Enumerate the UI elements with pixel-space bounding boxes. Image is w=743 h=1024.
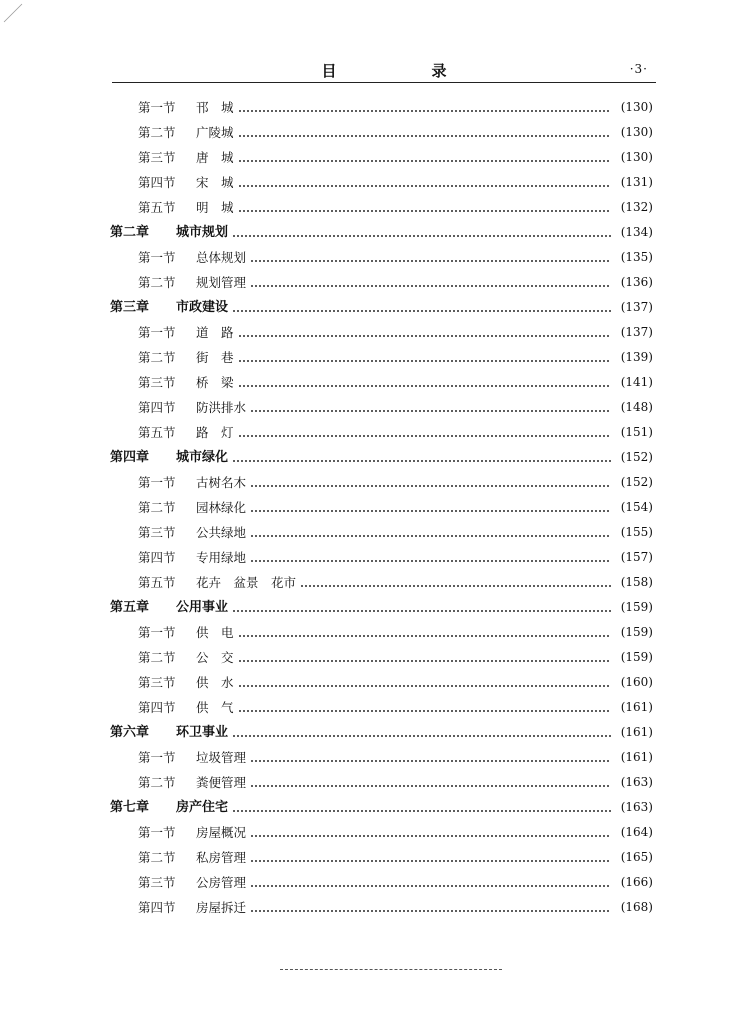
dot-leader — [250, 783, 611, 789]
dot-leader — [250, 533, 611, 539]
section-title: 宋 城 — [196, 175, 234, 190]
page-reference: (136) — [620, 275, 653, 289]
chapter-number: 第七章 — [110, 800, 150, 815]
page-number: ·3· — [629, 62, 648, 76]
section-number: 第二节 — [138, 850, 176, 865]
toc-section-row — [110, 545, 653, 570]
dot-leader — [250, 558, 611, 564]
section-number: 第五节 — [138, 425, 176, 440]
dot-leader — [250, 408, 611, 414]
section-number: 第一节 — [138, 325, 176, 340]
toc-chapter-row — [110, 220, 653, 245]
toc-section-row — [110, 620, 653, 645]
section-number: 第四节 — [138, 900, 176, 915]
section-title: 唐 城 — [196, 150, 234, 165]
section-title: 公共绿地 — [196, 525, 247, 540]
toc-section-row — [110, 345, 653, 370]
section-title: 古树名木 — [196, 475, 247, 490]
toc-section-row — [110, 395, 653, 420]
dot-leader — [300, 583, 611, 589]
dot-leader — [238, 358, 611, 364]
toc-chapter-row — [110, 720, 653, 745]
toc-section-row — [110, 195, 653, 220]
page-reference: (137) — [620, 325, 653, 339]
page-reference: (134) — [620, 225, 653, 239]
section-number: 第四节 — [138, 700, 176, 715]
section-title: 公房管理 — [196, 875, 247, 890]
toc-section-row — [110, 670, 653, 695]
toc-section-row — [110, 145, 653, 170]
chapter-number: 第六章 — [110, 725, 150, 740]
toc-section-row — [110, 320, 653, 345]
section-number: 第三节 — [138, 525, 176, 540]
dot-leader — [238, 658, 611, 664]
section-title: 房屋概况 — [196, 825, 247, 840]
section-number: 第二节 — [138, 350, 176, 365]
page-reference: (152) — [620, 475, 653, 489]
page-title: 目 录 — [321, 62, 487, 80]
toc-section-row — [110, 695, 653, 720]
page-reference: (161) — [620, 750, 653, 764]
dot-leader — [250, 858, 611, 864]
page-reference: (131) — [620, 175, 653, 189]
toc-section-row — [110, 120, 653, 145]
chapter-title: 城市规划 — [176, 225, 229, 240]
dot-leader — [250, 758, 611, 764]
section-title: 专用绿地 — [196, 550, 247, 565]
dot-leader — [232, 233, 611, 239]
section-title: 供 电 — [196, 625, 234, 640]
page-reference: (161) — [620, 700, 653, 714]
section-number: 第一节 — [138, 750, 176, 765]
toc-chapter-row — [110, 295, 653, 320]
dot-leader — [238, 158, 611, 164]
section-title: 街 巷 — [196, 350, 234, 365]
dot-leader — [250, 258, 611, 264]
page-reference: (135) — [620, 250, 653, 264]
dot-leader — [232, 308, 611, 314]
section-title: 花卉 盆景 花市 — [196, 575, 297, 590]
page-reference: (168) — [620, 900, 653, 914]
section-title: 规划管理 — [196, 275, 247, 290]
toc-section-row — [110, 820, 653, 845]
chapter-number: 第五章 — [110, 600, 150, 615]
section-title: 路 灯 — [196, 425, 234, 440]
section-number: 第四节 — [138, 400, 176, 415]
chapter-number: 第四章 — [110, 450, 150, 465]
dot-leader — [250, 508, 611, 514]
section-number: 第三节 — [138, 150, 176, 165]
table-of-contents — [110, 95, 653, 920]
toc-chapter-row — [110, 795, 653, 820]
dot-leader — [238, 333, 611, 339]
page-reference: (159) — [620, 625, 653, 639]
page-header — [112, 56, 656, 83]
section-title: 房屋拆迁 — [196, 900, 247, 915]
toc-chapter-row — [110, 445, 653, 470]
page-reference: (159) — [620, 600, 653, 614]
section-number: 第二节 — [138, 500, 176, 515]
dot-leader — [250, 283, 611, 289]
page-reference: (130) — [620, 125, 653, 139]
page-reference: (166) — [620, 875, 653, 889]
toc-section-row — [110, 645, 653, 670]
section-number: 第五节 — [138, 200, 176, 215]
toc-section-row — [110, 420, 653, 445]
page-reference: (161) — [620, 725, 653, 739]
section-number: 第二节 — [138, 650, 176, 665]
chapter-title: 市政建设 — [176, 300, 229, 315]
chapter-title: 房产住宅 — [176, 800, 229, 815]
page-reference: (154) — [620, 500, 653, 514]
section-title: 公 交 — [196, 650, 234, 665]
dot-leader — [238, 433, 611, 439]
dot-leader — [250, 483, 611, 489]
section-title: 道 路 — [196, 325, 234, 340]
toc-section-row — [110, 170, 653, 195]
section-number: 第二节 — [138, 125, 176, 140]
dot-leader — [238, 208, 611, 214]
section-number: 第一节 — [138, 250, 176, 265]
dot-leader — [250, 908, 611, 914]
page-reference: (137) — [620, 300, 653, 314]
section-title: 园林绿化 — [196, 500, 247, 515]
dot-leader — [238, 383, 611, 389]
section-number: 第四节 — [138, 175, 176, 190]
scan-corner-mark — [2, 2, 24, 24]
section-title: 私房管理 — [196, 850, 247, 865]
section-title: 供 水 — [196, 675, 234, 690]
dot-leader — [238, 633, 611, 639]
toc-section-row — [110, 95, 653, 120]
toc-section-row — [110, 845, 653, 870]
page-reference: (130) — [620, 100, 653, 114]
dot-leader — [238, 183, 611, 189]
dot-leader — [232, 808, 611, 814]
section-title: 防洪排水 — [196, 400, 247, 415]
toc-section-row — [110, 370, 653, 395]
section-number: 第三节 — [138, 675, 176, 690]
page-reference: (163) — [620, 800, 653, 814]
chapter-number: 第三章 — [110, 300, 150, 315]
dot-leader — [232, 458, 611, 464]
footer-rule — [280, 969, 502, 970]
section-title: 桥 梁 — [196, 375, 234, 390]
page-reference: (159) — [620, 650, 653, 664]
page-reference: (130) — [620, 150, 653, 164]
dot-leader — [232, 733, 611, 739]
page-reference: (152) — [620, 450, 653, 464]
toc-section-row — [110, 470, 653, 495]
section-number: 第五节 — [138, 575, 176, 590]
dot-leader — [250, 833, 611, 839]
section-number: 第四节 — [138, 550, 176, 565]
dot-leader — [238, 108, 611, 114]
section-number: 第一节 — [138, 100, 176, 115]
dot-leader — [250, 883, 611, 889]
toc-section-row — [110, 245, 653, 270]
toc-section-row — [110, 270, 653, 295]
section-title: 垃圾管理 — [196, 750, 247, 765]
section-number: 第一节 — [138, 625, 176, 640]
page-reference: (139) — [620, 350, 653, 364]
page-reference: (160) — [620, 675, 653, 689]
dot-leader — [238, 133, 611, 139]
toc-chapter-row — [110, 595, 653, 620]
section-number: 第三节 — [138, 375, 176, 390]
page-reference: (164) — [620, 825, 653, 839]
dot-leader — [238, 708, 611, 714]
page-reference: (157) — [620, 550, 653, 564]
page-reference: (163) — [620, 775, 653, 789]
section-title: 总体规划 — [196, 250, 247, 265]
chapter-title: 公用事业 — [176, 600, 229, 615]
page-reference: (151) — [620, 425, 653, 439]
page-reference: (165) — [620, 850, 653, 864]
section-number: 第一节 — [138, 825, 176, 840]
section-title: 邗 城 — [196, 100, 234, 115]
toc-section-row — [110, 570, 653, 595]
section-title: 粪便管理 — [196, 775, 247, 790]
dot-leader — [232, 608, 611, 614]
toc-section-row — [110, 495, 653, 520]
section-title: 广陵城 — [196, 125, 234, 140]
page-reference: (132) — [620, 200, 653, 214]
section-number: 第一节 — [138, 475, 176, 490]
section-number: 第二节 — [138, 775, 176, 790]
page-reference: (155) — [620, 525, 653, 539]
toc-section-row — [110, 745, 653, 770]
section-number: 第三节 — [138, 875, 176, 890]
page-reference: (148) — [620, 400, 653, 414]
dot-leader — [238, 683, 611, 689]
chapter-title: 环卫事业 — [176, 725, 229, 740]
toc-section-row — [110, 770, 653, 795]
page-reference: (158) — [620, 575, 653, 589]
section-number: 第二节 — [138, 275, 176, 290]
chapter-number: 第二章 — [110, 225, 150, 240]
section-title: 供 气 — [196, 700, 234, 715]
chapter-title: 城市绿化 — [176, 450, 229, 465]
page-reference: (141) — [620, 375, 653, 389]
toc-section-row — [110, 520, 653, 545]
section-title: 明 城 — [196, 200, 234, 215]
toc-section-row — [110, 895, 653, 920]
toc-section-row — [110, 870, 653, 895]
